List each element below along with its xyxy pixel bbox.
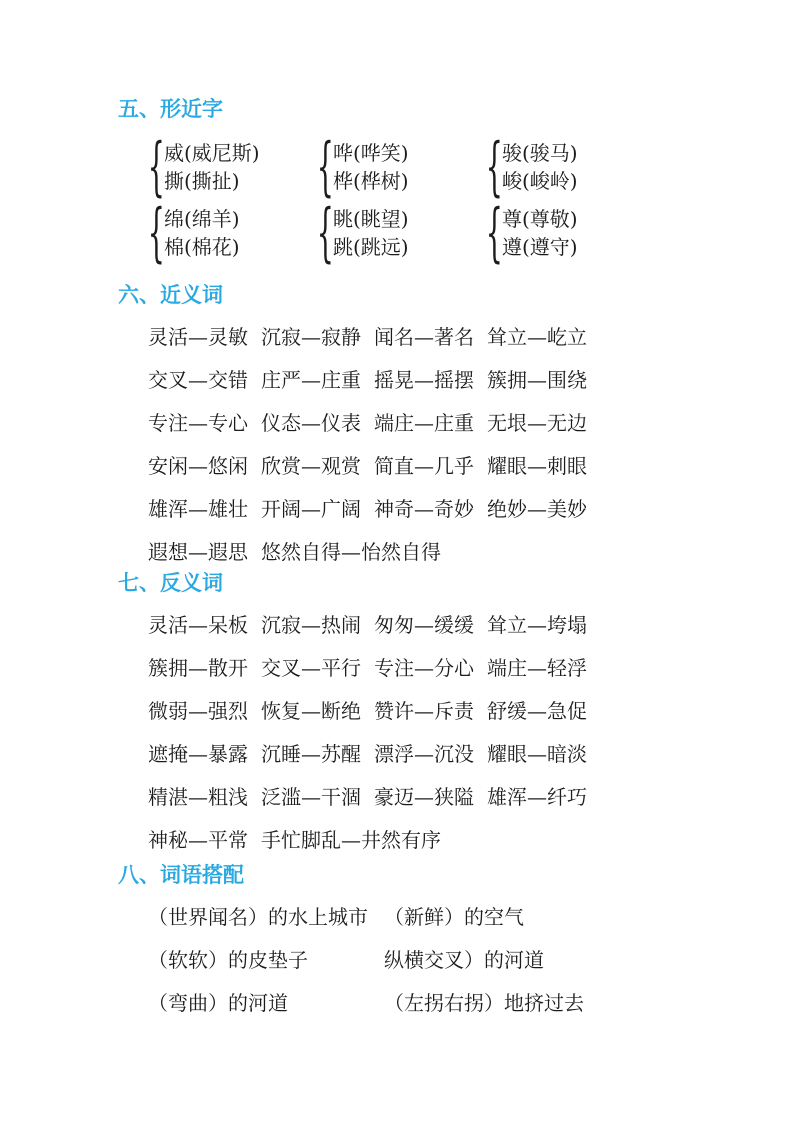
word-pair: 无垠—无边 bbox=[487, 411, 587, 435]
word-pair: 欣赏—观赏 bbox=[261, 454, 361, 478]
word-pair: 灵活—呆板 bbox=[148, 613, 248, 637]
similar-chars-row bbox=[147, 196, 793, 270]
collocation-item: （左拐右拐）地挤过去 bbox=[384, 991, 584, 1015]
word-pair: 沉睡—苏醒 bbox=[261, 742, 361, 766]
antonym-row bbox=[148, 698, 793, 725]
word-pair: 庄严—庄重 bbox=[261, 368, 361, 392]
collocation-item: （新鲜）的空气 bbox=[384, 905, 524, 929]
word-pair: 绝妙—美妙 bbox=[487, 497, 587, 521]
char-pair-bottom: 撕(撕扯) bbox=[164, 169, 240, 193]
antonym-row bbox=[148, 741, 793, 768]
word-pair: 雄浑—纤巧 bbox=[487, 785, 587, 809]
word-pair: 舒缓—急促 bbox=[487, 699, 587, 723]
synonym-row bbox=[148, 367, 793, 394]
char-pair-top: 尊(尊敬) bbox=[502, 207, 578, 231]
word-pair: 端庄—庄重 bbox=[374, 411, 474, 435]
word-pair: 交叉—平行 bbox=[261, 656, 361, 680]
collocation-item: 纵横交叉）的河道 bbox=[384, 948, 544, 972]
collocation-item: （世界闻名）的水上城市 bbox=[148, 905, 368, 929]
char-pair bbox=[147, 196, 319, 270]
word-pair: 仪态—仪表 bbox=[261, 411, 361, 435]
collocation-item: （软软）的皮垫子 bbox=[148, 948, 308, 972]
synonym-row bbox=[148, 539, 793, 566]
char-pair-bottom: 桦(桦树) bbox=[333, 169, 409, 193]
synonym-row bbox=[148, 496, 793, 523]
word-pair: 遐想—遐思 bbox=[148, 540, 248, 564]
collocation-row bbox=[148, 903, 793, 931]
char-pair-top: 绵(绵羊) bbox=[164, 207, 240, 231]
synonym-row bbox=[148, 324, 793, 351]
word-pair: 匆匆—缓缓 bbox=[374, 613, 474, 637]
word-pair: 耀眼—暗淡 bbox=[487, 742, 587, 766]
word-pair: 神奇—奇妙 bbox=[374, 497, 474, 521]
left-brace-icon: { bbox=[485, 130, 504, 204]
char-pair bbox=[485, 130, 657, 204]
left-brace-icon: { bbox=[147, 196, 166, 270]
char-pair-top: 眺(眺望) bbox=[333, 207, 409, 231]
word-pair: 耀眼—刺眼 bbox=[487, 454, 587, 478]
word-pair: 交叉—交错 bbox=[148, 368, 248, 392]
word-pair: 恢复—断绝 bbox=[261, 699, 361, 723]
char-pair bbox=[316, 130, 488, 204]
word-pair: 赞许—斥责 bbox=[374, 699, 474, 723]
word-pair: 簇拥—散开 bbox=[148, 656, 248, 680]
char-pair-bottom: 遵(遵守) bbox=[502, 235, 578, 259]
word-pair: 专注—分心 bbox=[374, 656, 474, 680]
word-pair: 耸立—垮塌 bbox=[487, 613, 587, 637]
antonym-row bbox=[148, 655, 793, 682]
collocations-list bbox=[148, 903, 793, 1017]
word-pair: 遮掩—暴露 bbox=[148, 742, 248, 766]
char-pair-bottom: 跳(跳远) bbox=[333, 235, 409, 259]
word-pair: 微弱—强烈 bbox=[148, 699, 248, 723]
char-pair-top: 骏(骏马) bbox=[502, 141, 578, 165]
word-pair: 专注—专心 bbox=[148, 411, 248, 435]
word-pair: 簇拥—围绕 bbox=[487, 368, 587, 392]
word-pair: 雄浑—雄壮 bbox=[148, 497, 248, 521]
char-pair bbox=[485, 196, 657, 270]
word-pair: 泛滥—干涸 bbox=[261, 785, 361, 809]
word-pair: 神秘—平常 bbox=[148, 828, 248, 852]
word-pair: 端庄—轻浮 bbox=[487, 656, 587, 680]
antonym-row bbox=[148, 612, 793, 639]
word-pair: 沉寂—寂静 bbox=[261, 325, 361, 349]
synonym-row bbox=[148, 453, 793, 480]
antonym-row bbox=[148, 784, 793, 811]
char-pair-top: 哗(哗笑) bbox=[333, 141, 409, 165]
antonym-row bbox=[148, 827, 793, 854]
char-pair bbox=[147, 130, 319, 204]
section-heading-synonyms: 六、近义词 bbox=[118, 284, 223, 307]
char-pair bbox=[316, 196, 488, 270]
char-pair-top: 威(威尼斯) bbox=[164, 141, 260, 165]
word-pair: 简直—几乎 bbox=[374, 454, 474, 478]
char-pair-bottom: 峻(峻岭) bbox=[502, 169, 578, 193]
similar-chars-grid bbox=[147, 130, 793, 270]
section-heading-collocations: 八、词语搭配 bbox=[118, 864, 244, 887]
word-pair: 手忙脚乱—井然有序 bbox=[261, 828, 441, 852]
word-pair: 安闲—悠闲 bbox=[148, 454, 248, 478]
word-pair: 摇晃—摇摆 bbox=[374, 368, 474, 392]
synonym-row bbox=[148, 410, 793, 437]
word-pair: 精湛—粗浅 bbox=[148, 785, 248, 809]
word-pair: 灵活—灵敏 bbox=[148, 325, 248, 349]
section-heading-antonyms: 七、反义词 bbox=[118, 572, 223, 595]
char-pair-bottom: 棉(棉花) bbox=[164, 235, 240, 259]
similar-chars-row bbox=[147, 130, 793, 204]
word-pair: 悠然自得—怡然自得 bbox=[261, 540, 441, 564]
word-pair: 豪迈—狭隘 bbox=[374, 785, 474, 809]
collocation-row bbox=[148, 946, 793, 974]
word-pair: 闻名—著名 bbox=[374, 325, 474, 349]
word-pair: 漂浮—沉没 bbox=[374, 742, 474, 766]
left-brace-icon: { bbox=[147, 130, 166, 204]
left-brace-icon: { bbox=[316, 196, 335, 270]
section-heading-similar-chars: 五、形近字 bbox=[118, 98, 223, 121]
left-brace-icon: { bbox=[316, 130, 335, 204]
word-pair: 沉寂—热闹 bbox=[261, 613, 361, 637]
collocation-row bbox=[148, 989, 793, 1017]
word-pair: 开阔—广阔 bbox=[261, 497, 361, 521]
collocation-item: （弯曲）的河道 bbox=[148, 991, 288, 1015]
antonyms-list bbox=[148, 612, 793, 854]
left-brace-icon: { bbox=[485, 196, 504, 270]
synonyms-list bbox=[148, 324, 793, 566]
word-pair: 耸立—屹立 bbox=[487, 325, 587, 349]
